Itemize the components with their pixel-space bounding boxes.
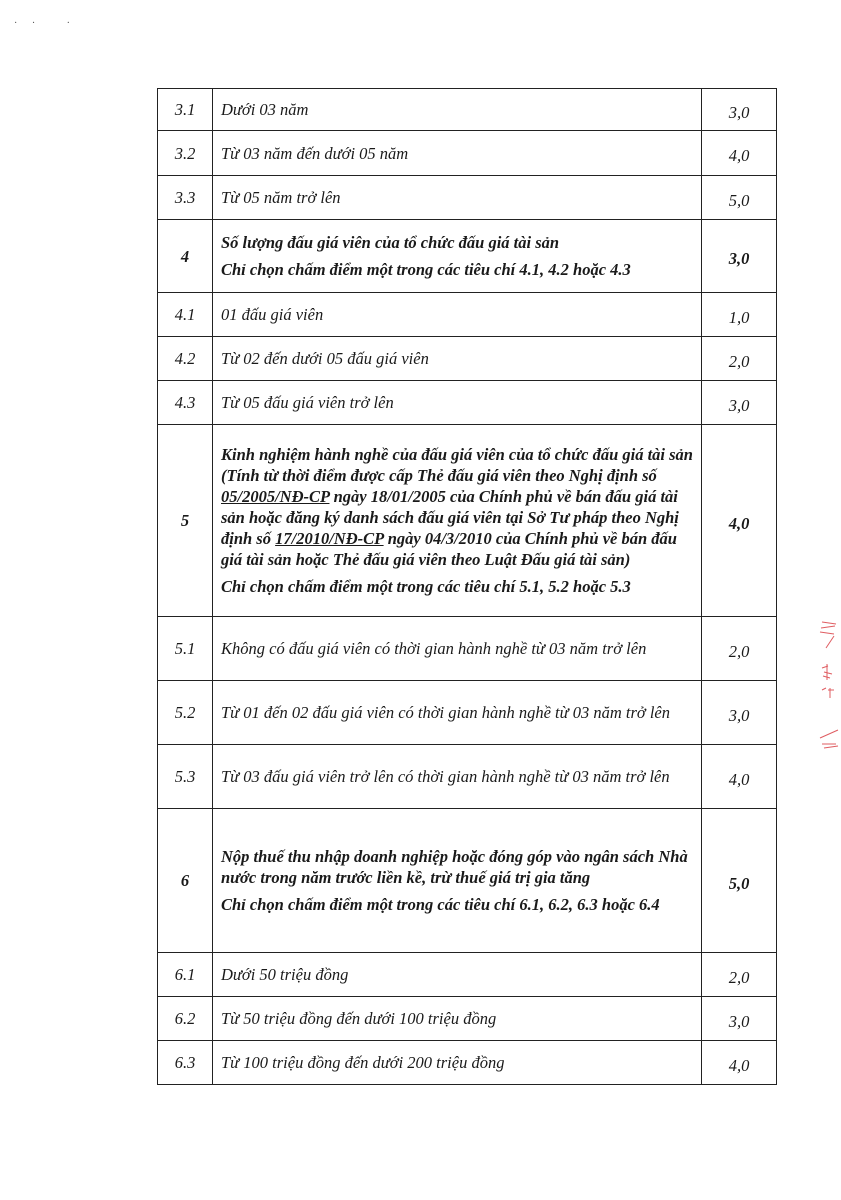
criterion-number: 6.1 [158,953,213,997]
criterion-text: Dưới 03 năm [213,89,702,131]
table-row [158,176,777,220]
table-row-group [158,425,777,617]
criterion-number: 3.2 [158,131,213,176]
criterion-number: 4.3 [158,381,213,425]
criterion-score: 3,0 [702,381,777,425]
criterion-score: 3,0 [702,220,777,293]
criterion-number: 6.2 [158,997,213,1041]
table-row [158,953,777,997]
table-row-group [158,809,777,953]
table-row [158,381,777,425]
table-row [158,745,777,809]
criterion-cell [213,809,702,953]
table-row [158,997,777,1041]
criterion-text: Không có đấu giá viên có thời gian hành nghề từ 03 năm trở lên [213,617,702,681]
criterion-score: 1,0 [702,293,777,337]
criterion-text: Nộp thuế thu nhập doanh nghiệp hoặc đóng góp vào ngân sách Nhà nước trong năm trước liền kề, trừ thuế giá trị gia tăng [221,847,688,887]
table-row [158,89,777,131]
criterion-note: Chỉ chọn chấm điểm một trong các tiêu chí 5.1, 5.2 hoặc 5.3 [221,577,631,596]
criterion-number: 3.1 [158,89,213,131]
criterion-number: 5.1 [158,617,213,681]
criterion-text: Từ 03 đấu giá viên trở lên có thời gian hành nghề từ 03 năm trở lên [213,745,702,809]
criterion-text-part: Kinh nghiệm hành nghề của đấu giá viên của tổ chức đấu giá tài sản (Tính từ thời điểm được cấp Thẻ đấu giá viên theo Nghị định số [221,445,693,485]
criterion-text-part: ngày 04/3/2010 của Chính phủ về bán đấu giá tài sản hoặc Thẻ đấu giá viên theo Luật Đấu giá tài sản) [221,529,677,569]
criteria-table [157,88,777,1085]
criterion-cell [213,425,702,617]
criterion-text: Từ 03 năm đến dưới 05 năm [213,131,702,176]
criterion-number: 4.1 [158,293,213,337]
criterion-score: 3,0 [702,997,777,1041]
criterion-text: Từ 01 đến 02 đấu giá viên có thời gian hành nghề từ 03 năm trở lên [213,681,702,745]
criterion-number: 4 [158,220,213,293]
criterion-text: Từ 05 năm trở lên [213,176,702,220]
table-row [158,337,777,381]
criterion-text: Từ 50 triệu đồng đến dưới 100 triệu đồng [213,997,702,1041]
criterion-score: 4,0 [702,745,777,809]
criterion-score: 3,0 [702,681,777,745]
criterion-number: 6 [158,809,213,953]
criterion-text: Từ 02 đến dưới 05 đấu giá viên [213,337,702,381]
criterion-text: Từ 100 triệu đồng đến dưới 200 triệu đồng [213,1041,702,1085]
criterion-score: 2,0 [702,337,777,381]
criterion-text-part: ngày 18/01/2005 của Chính phủ về bán đấu giá tài sản hoặc đăng ký danh sách đấu giá viên tại Sở Tư pháp theo Nghị định số [221,487,679,548]
criterion-score: 4,0 [702,131,777,176]
criterion-score: 2,0 [702,617,777,681]
decree-reference: 05/2005/NĐ-CP [221,487,330,506]
table-row [158,131,777,176]
criterion-score: 3,0 [702,89,777,131]
criterion-number: 3.3 [158,176,213,220]
seal-stamp-fragment [818,618,840,768]
table-row [158,1041,777,1085]
table-row [158,617,777,681]
criterion-score: 4,0 [702,1041,777,1085]
criterion-text: Số lượng đấu giá viên của tổ chức đấu giá tài sản [221,233,560,252]
criterion-note: Chỉ chọn chấm điểm một trong các tiêu chí 6.1, 6.2, 6.3 hoặc 6.4 [221,895,660,914]
criterion-score: 4,0 [702,425,777,617]
criterion-score: 5,0 [702,809,777,953]
criterion-score: 2,0 [702,953,777,997]
criterion-text: Dưới 50 triệu đồng [213,953,702,997]
criterion-text: Từ 05 đấu giá viên trở lên [213,381,702,425]
criterion-number: 4.2 [158,337,213,381]
criterion-cell [213,220,702,293]
criterion-score: 5,0 [702,176,777,220]
criterion-note: Chỉ chọn chấm điểm một trong các tiêu chí 4.1, 4.2 hoặc 4.3 [221,260,631,279]
criterion-number: 5.2 [158,681,213,745]
decree-reference: 17/2010/NĐ-CP [275,529,384,548]
table-row-group [158,220,777,293]
criterion-number: 5.3 [158,745,213,809]
criterion-text: 01 đấu giá viên [213,293,702,337]
scan-mark: · · · [14,18,76,29]
table-row [158,681,777,745]
table-row [158,293,777,337]
criterion-number: 6.3 [158,1041,213,1085]
criterion-text [221,444,693,570]
criterion-number: 5 [158,425,213,617]
